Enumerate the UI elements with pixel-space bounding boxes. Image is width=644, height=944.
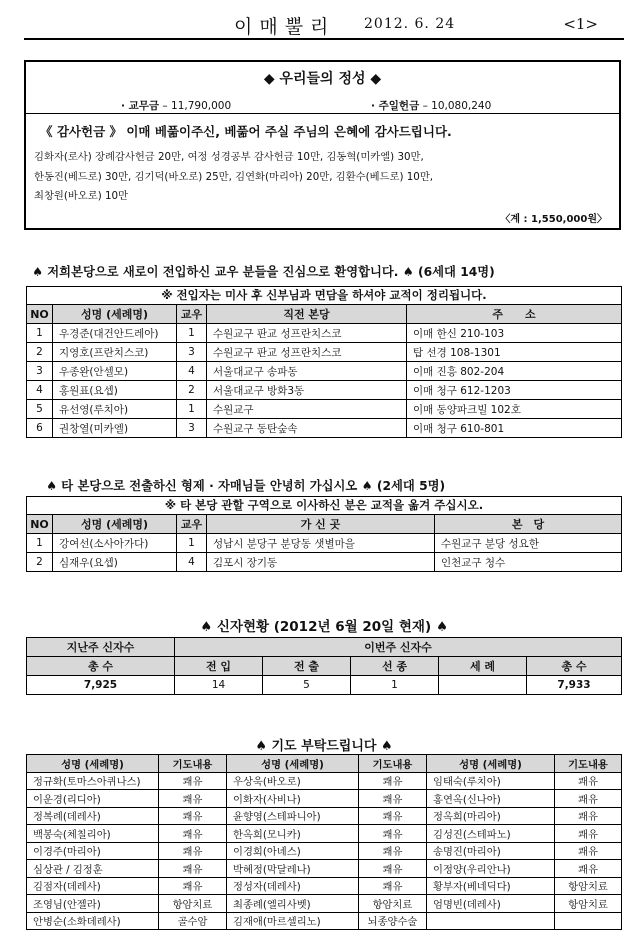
- table-cell: 김재애(마르셀리노): [227, 912, 359, 930]
- table-cell: 쾌유: [159, 790, 227, 808]
- table-cell: 5: [27, 400, 53, 419]
- table-cell: 안병순(소화데레사): [27, 912, 159, 930]
- this-week-header: 이번주 신자수: [175, 638, 622, 657]
- table-cell: 정옥희(마리아): [427, 807, 555, 825]
- col-deceased: 선 종: [351, 657, 439, 676]
- table-cell: 4: [27, 381, 53, 400]
- last-week-header: 지난주 신자수: [27, 638, 175, 657]
- table-cell: 홍연옥(신나아): [427, 790, 555, 808]
- table-cell: 윤향영(스테파니아): [227, 807, 359, 825]
- column-header: 성명 (세례명): [53, 305, 177, 324]
- table-cell: 쾌유: [359, 790, 427, 808]
- table-cell: 이화자(사비나): [227, 790, 359, 808]
- table-row: [27, 842, 622, 860]
- table-cell: 심재우(요셉): [53, 553, 177, 572]
- stats-table: [26, 637, 622, 695]
- table-cell: 쾌유: [359, 877, 427, 895]
- table-cell: 2: [27, 553, 53, 572]
- table-row: [27, 807, 622, 825]
- column-header: 성명 (세례명): [53, 515, 177, 534]
- moved-out-heading: ♠ 타 본당으로 전출하신 형제 · 자매님들 안녕히 가십시오 ♠ (2세대 5명): [46, 479, 446, 493]
- column-header: 성명 (세례명): [27, 755, 159, 773]
- table-cell: 한옥희(모니카): [227, 825, 359, 843]
- table-cell: 쾌유: [555, 842, 622, 860]
- table-cell: 쾌유: [159, 772, 227, 790]
- column-header: 기도내용: [359, 755, 427, 773]
- table-cell: 수원교구 판교 성프란치스코: [207, 343, 407, 362]
- table-cell: 정규화(토마스아퀴나스): [27, 772, 159, 790]
- moved-out-note: ※ 타 본당 관할 구역으로 이사하신 분은 교적을 옮겨 주십시오.: [26, 496, 622, 514]
- bulletin-date: 2012. 6. 24: [364, 16, 456, 32]
- transfer-in-value: 14: [175, 676, 263, 695]
- table-row: [27, 324, 622, 343]
- last-total-value: 7,925: [27, 676, 175, 695]
- table-cell: 쾌유: [555, 825, 622, 843]
- table-cell: 1: [27, 324, 53, 343]
- table-cell: 뇌종양수술: [359, 912, 427, 930]
- table-cell: 최종례(엘리사벳): [227, 895, 359, 913]
- stats-heading: ♠ 신자현황 (2012년 6월 20일 현재) ♠: [200, 619, 448, 635]
- table-cell: 항암치료: [555, 895, 622, 913]
- column-header: 본 당: [435, 515, 622, 534]
- column-header: NO: [27, 305, 53, 324]
- moved-out-table: [26, 514, 622, 572]
- table-cell: 김포시 장기동: [207, 553, 435, 572]
- table-row: [27, 772, 622, 790]
- table-cell: 권창열(미카엘): [53, 419, 177, 438]
- table-cell: 쾌유: [159, 825, 227, 843]
- stats-box: [26, 637, 622, 695]
- transfer-out-value: 5: [263, 676, 351, 695]
- column-header: 성명 (세례명): [227, 755, 359, 773]
- table-row: [27, 362, 622, 381]
- table-cell: 김성진(스테파노): [427, 825, 555, 843]
- table-cell: 수원교구 동탄숲속: [207, 419, 407, 438]
- table-cell: 1: [177, 400, 207, 419]
- last-total-label: 총 수: [27, 657, 175, 676]
- table-cell: 쾌유: [159, 860, 227, 878]
- table-cell: 조영님(안젤라): [27, 895, 159, 913]
- table-row: [27, 825, 622, 843]
- baptism-value: [439, 676, 527, 695]
- table-cell: 수원교구 분당 성요한: [435, 534, 622, 553]
- table-row: [27, 381, 622, 400]
- thanks-line: 김화자(로사) 장례감사헌금 20만, 여정 성경공부 감사헌금 10만, 김동혁(미카엘) 30만,: [34, 151, 424, 163]
- table-cell: 임태숙(루치아): [427, 772, 555, 790]
- column-header: 성명 (세례명): [427, 755, 555, 773]
- table-row: [27, 877, 622, 895]
- table-cell: 쾌유: [555, 790, 622, 808]
- column-header: 주 소: [407, 305, 622, 324]
- offering-amounts: [26, 92, 619, 114]
- column-header: 교우: [177, 305, 207, 324]
- page-number: <1>: [563, 15, 598, 33]
- table-cell: 쾌유: [359, 860, 427, 878]
- column-header: 교우: [177, 515, 207, 534]
- prayer-table: [26, 754, 622, 930]
- table-cell: 4: [177, 362, 207, 381]
- table-cell: 박혜정(막달레나): [227, 860, 359, 878]
- new-members-heading: ♠ 저희본당으로 새로이 전입하신 교우 분들을 진심으로 환영합니다. ♠ (6세대 14명): [32, 265, 495, 279]
- new-members-table: [26, 304, 622, 438]
- table-cell: 3: [177, 419, 207, 438]
- thanks-heading: 《 감사헌금 》 이매 베풂이주신, 베풂어 주실 주님의 은혜에 감사드립니다.: [40, 124, 452, 139]
- table-cell: 골수암: [159, 912, 227, 930]
- table-cell: 이경희(아녜스): [227, 842, 359, 860]
- table-cell: 항암치료: [555, 877, 622, 895]
- page-header: [24, 6, 624, 40]
- new-members-note: ※ 전입자는 미사 후 신부님과 면담을 하셔야 교적이 정리됩니다.: [26, 286, 622, 304]
- table-cell: 송명진(마리아): [427, 842, 555, 860]
- table-cell: 이정양(우리안나): [427, 860, 555, 878]
- table-cell: 쾌유: [359, 825, 427, 843]
- table-cell: 3: [27, 362, 53, 381]
- column-header: 직전 본당: [207, 305, 407, 324]
- table-cell: 백봉숙(체칠리아): [27, 825, 159, 843]
- table-cell: 1: [27, 534, 53, 553]
- table-cell: 우상욱(바오로): [227, 772, 359, 790]
- table-cell: 항암치료: [359, 895, 427, 913]
- table-cell: 수원교구 판교 성프란치스코: [207, 324, 407, 343]
- bulletin-title: 이매뿔리: [234, 16, 336, 38]
- table-row: [27, 860, 622, 878]
- column-header: 기도내용: [555, 755, 622, 773]
- table-cell: 서울대교구 송파동: [207, 362, 407, 381]
- table-row: [27, 534, 622, 553]
- moved-out-box: [26, 496, 622, 572]
- table-cell: [555, 912, 622, 930]
- col-transfer-in: 전 입: [175, 657, 263, 676]
- table-cell: [427, 912, 555, 930]
- table-cell: 이매 청구 612-1203: [407, 381, 622, 400]
- table-cell: 정복례(데레사): [27, 807, 159, 825]
- column-header: 기도내용: [159, 755, 227, 773]
- offering-box: [24, 60, 621, 230]
- thanks-total: 〈계 : 1,550,000원〉: [500, 214, 607, 225]
- table-cell: 3: [177, 343, 207, 362]
- table-cell: 2: [177, 381, 207, 400]
- sunday-offering-amount: · 주일헌금 – 10,080,240: [371, 100, 492, 112]
- table-cell: 탑 선경 108-1301: [407, 343, 622, 362]
- table-cell: 쾌유: [359, 772, 427, 790]
- table-row: [27, 790, 622, 808]
- table-row: [27, 343, 622, 362]
- table-row: [27, 912, 622, 930]
- thanks-line: 한동진(베드로) 30만, 김기덕(바오로) 25만, 김연화(마리아) 20만, 김환수(베드로) 10만,: [34, 170, 434, 183]
- prayer-box: [26, 754, 622, 930]
- table-cell: 쾌유: [555, 772, 622, 790]
- prayer-heading: ♠ 기도 부탁드립니다 ♠: [255, 739, 393, 754]
- tithe-amount: · 교무금 – 11,790,000: [121, 100, 232, 112]
- table-cell: 홍원표(요셉): [53, 381, 177, 400]
- table-row: [27, 553, 622, 572]
- col-transfer-out: 전 출: [263, 657, 351, 676]
- table-cell: 쾌유: [555, 807, 622, 825]
- table-cell: 이경주(마리아): [27, 842, 159, 860]
- table-cell: 이매 한신 210-103: [407, 324, 622, 343]
- offering-title: ◆ 우리들의 정성 ◆: [263, 71, 382, 87]
- new-members-box: [26, 286, 622, 438]
- table-cell: 이매 청구 610-801: [407, 419, 622, 438]
- table-cell: 인천교구 청수: [435, 553, 622, 572]
- table-cell: 김점자(데레사): [27, 877, 159, 895]
- table-cell: 6: [27, 419, 53, 438]
- thanks-list: [34, 148, 614, 207]
- table-row: [27, 400, 622, 419]
- table-cell: 쾌유: [159, 842, 227, 860]
- table-cell: 쾌유: [159, 807, 227, 825]
- table-cell: 항암치료: [159, 895, 227, 913]
- this-total-value: 7,933: [527, 676, 622, 695]
- table-cell: 지영호(프란치스코): [53, 343, 177, 362]
- table-cell: 엄명빈(데레사): [427, 895, 555, 913]
- table-cell: 강여선(소사아가다): [53, 534, 177, 553]
- table-cell: 쾌유: [359, 842, 427, 860]
- table-row: [27, 895, 622, 913]
- table-cell: 우경준(대건안드레아): [53, 324, 177, 343]
- table-cell: 이운경(리디아): [27, 790, 159, 808]
- thanks-line: 최창원(바오로) 10만: [34, 190, 129, 202]
- table-cell: 정성자(데레사): [227, 877, 359, 895]
- column-header: 가 신 곳: [207, 515, 435, 534]
- table-cell: 1: [177, 534, 207, 553]
- column-header: NO: [27, 515, 53, 534]
- table-cell: 2: [27, 343, 53, 362]
- table-cell: 우종완(안셀모): [53, 362, 177, 381]
- table-cell: 황부자(베네딕다): [427, 877, 555, 895]
- table-cell: 수원교구: [207, 400, 407, 419]
- table-cell: 쾌유: [555, 860, 622, 878]
- deceased-value: 1: [351, 676, 439, 695]
- this-total-label: 총 수: [527, 657, 622, 676]
- table-cell: 서울대교구 방화3동: [207, 381, 407, 400]
- table-cell: 이매 진흥 802-204: [407, 362, 622, 381]
- table-cell: 쾌유: [159, 877, 227, 895]
- table-cell: 심상관 / 김정훈: [27, 860, 159, 878]
- table-cell: 4: [177, 553, 207, 572]
- table-cell: 1: [177, 324, 207, 343]
- table-cell: 쾌유: [359, 807, 427, 825]
- table-cell: 성남시 분당구 분당동 샛별마을: [207, 534, 435, 553]
- table-cell: 이매 동양파크빌 102호: [407, 400, 622, 419]
- table-row: [27, 419, 622, 438]
- table-cell: 유선영(루치아): [53, 400, 177, 419]
- col-baptism: 세 례: [439, 657, 527, 676]
